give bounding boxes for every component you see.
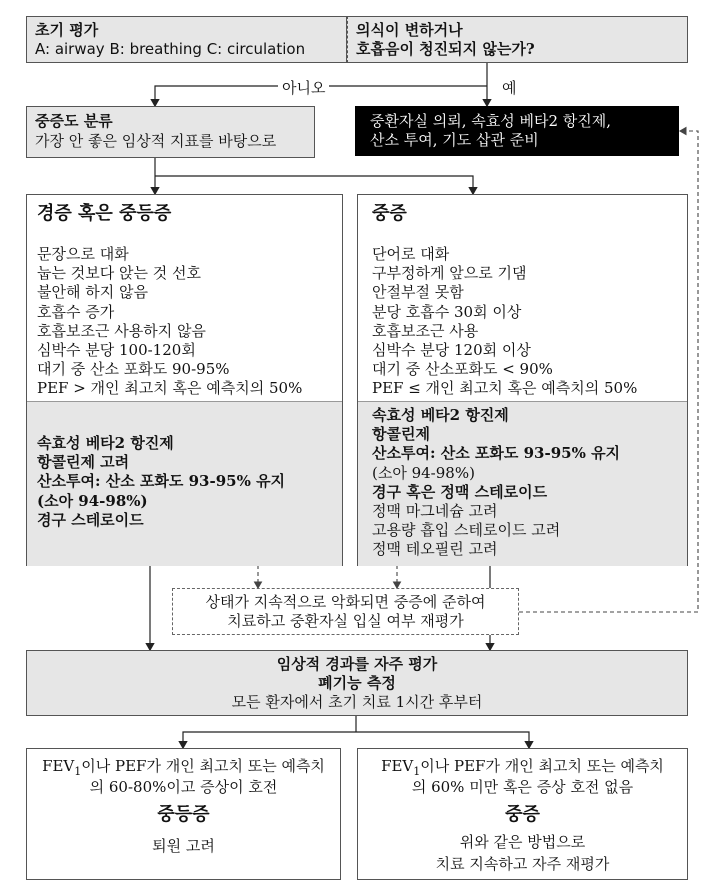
severity-title: 중증도 분류 <box>35 112 113 130</box>
good-response-box <box>26 748 341 880</box>
severe-title: 중증 <box>372 203 407 224</box>
icu-referral-box <box>355 106 679 156</box>
mild-treatment-item: 산소투여: 산소 포화도 93-95% 유지 <box>37 472 286 491</box>
worsen-line1: 상태가 지속적으로 악화되면 중증에 준하여 <box>205 593 486 611</box>
severity-subtitle: 가장 안 좋은 임상적 지표를 바탕으로 <box>35 132 277 150</box>
branch-no-label: 아니오 <box>278 77 329 98</box>
mild-sign: 심박수 분당 100-120회 <box>37 341 196 360</box>
mild-treatment-item: 속효성 베타2 항진제 <box>37 434 174 452</box>
poor-action2: 치료 지속하고 자주 재평가 <box>435 855 610 873</box>
severe-treatment-panel <box>358 401 687 566</box>
question-line1: 의식이 변하거나 <box>356 21 463 39</box>
severe-treatment-item: 정맥 테오필린 고려 <box>372 540 498 559</box>
poor-action1: 위와 같은 방법으로 <box>459 833 586 851</box>
good-line2: 의 60-80%이고 증상이 호전 <box>89 778 278 796</box>
to-poor-arrow <box>356 732 529 748</box>
severe-treatment-item: 경구 혹은 정맥 스테로이드 <box>372 482 548 501</box>
mild-sign: 대기 중 산소 포화도 90-95% <box>37 360 230 379</box>
reassess-line3: 모든 환자에서 초기 치료 1시간 후부터 <box>231 693 483 711</box>
severe-sign: 분당 호흡수 30회 이상 <box>372 302 522 321</box>
mild-treatment-item: 항콜린제 고려 <box>37 453 130 472</box>
mild-sign: 호흡수 증가 <box>37 302 115 321</box>
severe-treatment-item: 고용량 흡입 스테로이드 고려 <box>372 521 561 540</box>
mild-sign: 눕는 것보다 앉는 것 선호 <box>37 264 201 283</box>
poor-line2: 의 60% 미만 혹은 증상 호전 없음 <box>411 778 634 796</box>
mild-sign: 호흡보조근 사용하지 않음 <box>37 321 206 340</box>
good-action: 퇴원 고려 <box>152 837 215 855</box>
worsening-note-box <box>172 588 519 635</box>
poor-line1: $FEV_1$이나 PEF가 개인 최고치 또는 예측치 <box>381 757 664 778</box>
severe-sign: 단어로 대화 <box>372 245 450 263</box>
reassess-line1: 임상적 경과를 자주 평가 <box>276 655 438 673</box>
mild-sign: 불안해 하지 않음 <box>37 283 148 302</box>
severe-sign: 심박수 분당 120회 이상 <box>372 341 531 360</box>
severe-sign: 구부정하게 앞으로 기댐 <box>372 264 527 283</box>
severe-sign: 안절부절 못함 <box>372 283 464 302</box>
initial-assessment-box <box>26 16 347 63</box>
severe-treatment-item: 산소투여: 산소 포화도 93-95% 유지 <box>372 444 621 463</box>
reassess-line2: 폐기능 측정 <box>318 674 396 692</box>
mild-title: 경증 혹은 중등증 <box>37 203 172 224</box>
poor-title: 중증 <box>505 804 540 825</box>
mild-moderate-box <box>26 194 343 566</box>
initial-assessment-title: 초기 평가 <box>35 21 99 39</box>
severe-sign: PEF ≤ 개인 최고치 혹은 예측치의 50% <box>372 379 638 398</box>
good-line1: $FEV_1$이나 PEF가 개인 최고치 또는 예측치 <box>42 757 325 778</box>
severe-treatment-item: 정맥 마그네슘 고려 <box>372 502 498 521</box>
severe-treatment-item: 속효성 베타2 항진제 <box>372 406 509 424</box>
mild-sign: PEF > 개인 최고치 혹은 예측치의 50% <box>37 379 303 398</box>
mild-treatment-item: 경구 스테로이드 <box>37 510 144 529</box>
severe-sign: 대기 중 산소포화도 < 90% <box>372 360 553 379</box>
mild-treatment-panel <box>27 401 342 566</box>
consciousness-question-box <box>347 16 688 63</box>
severity-classification-box <box>26 106 315 158</box>
question-line2: 호흡음이 청진되지 않는가? <box>356 40 535 58</box>
branch-yes-label: 예 <box>498 77 521 98</box>
poor-response-box <box>357 748 688 880</box>
severe-signs-list <box>372 245 637 399</box>
mild-signs-list <box>37 245 302 399</box>
reassessment-box <box>26 650 688 716</box>
to-good-arrow <box>183 732 356 748</box>
good-title: 중등증 <box>157 804 210 825</box>
severe-treatment-item: (소아 94-98%) <box>372 463 475 482</box>
initial-abc-text: A: airway B: breathing C: circulation <box>35 40 306 58</box>
icu-line2: 산소 투여, 기도 삽관 준비 <box>370 131 539 149</box>
severe-treatment-item: 항콜린제 <box>372 425 430 444</box>
to-severe-arrow <box>155 176 473 194</box>
severe-sign: 호흡보조근 사용 <box>372 321 479 340</box>
severe-box <box>357 194 688 566</box>
mild-sign: 문장으로 대화 <box>37 245 129 263</box>
mild-treatment-item: (소아 94-98%) <box>37 491 148 510</box>
icu-line1: 중환자실 의뢰, 속효성 베타2 항진제, <box>370 112 612 130</box>
worsen-line2: 치료하고 중환자실 입실 여부 재평가 <box>227 612 464 630</box>
